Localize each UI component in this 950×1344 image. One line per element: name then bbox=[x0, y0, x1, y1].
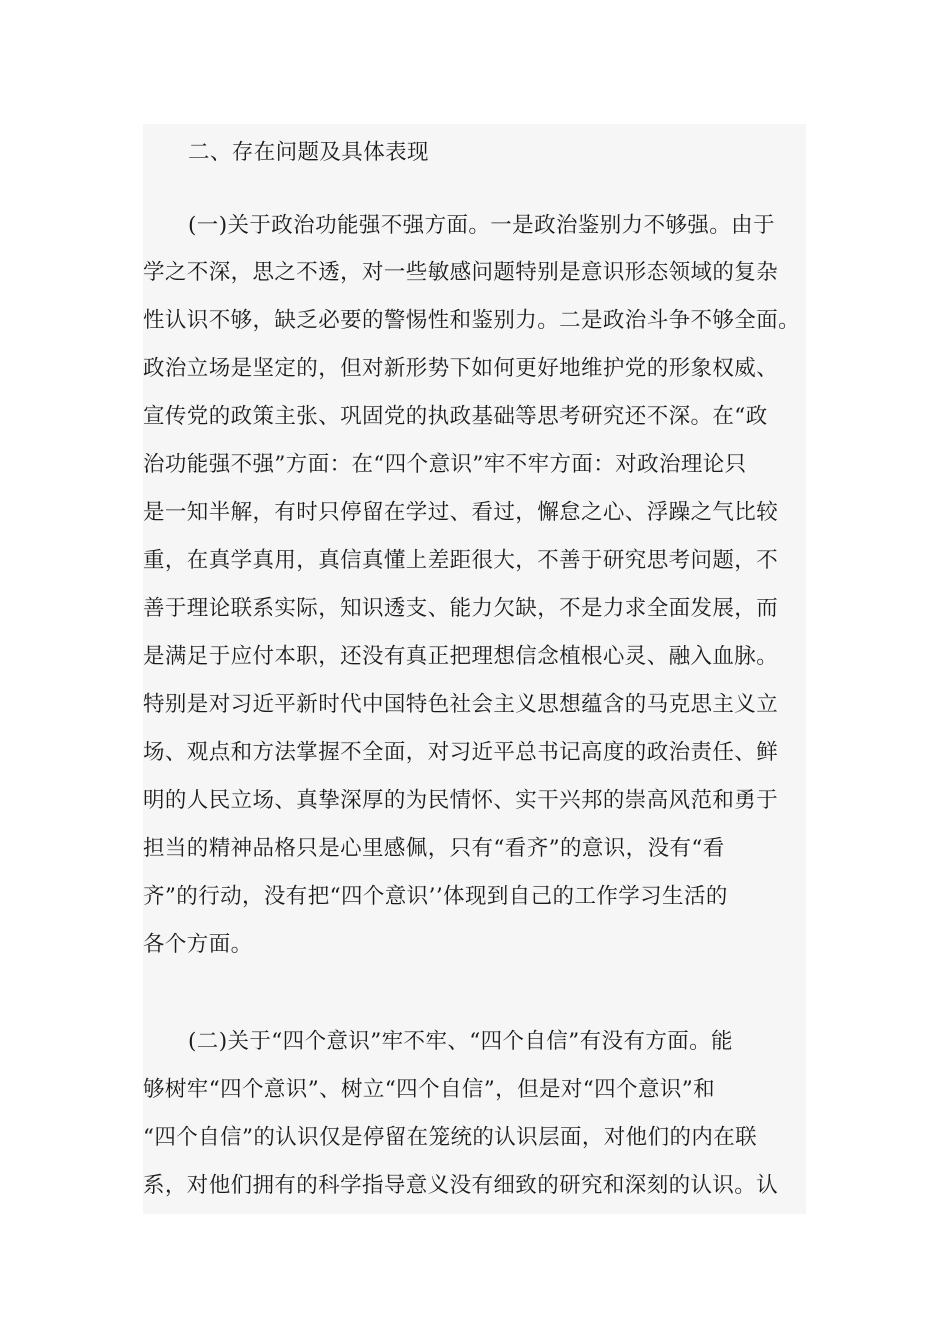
section-heading: 二、存在问题及具体表现 bbox=[188, 140, 429, 165]
paragraph-2-line: (二)关于“四个意识”牢不牢、“四个自信”有没有方面。能 bbox=[188, 1029, 733, 1054]
paragraph-2-line: “四个自信”的认识仅是停留在笼统的认识层面，对他们的内在联 bbox=[143, 1125, 758, 1150]
paragraph-1-line: (一)关于政治功能强不强方面。一是政治鉴别力不够强。由于 bbox=[188, 213, 775, 238]
paragraph-1-line: 善于理论联系实际，知识透支、能力欠缺，不是力求全面发展，而 bbox=[143, 596, 779, 621]
paragraph-1-line: 学之不深，思之不透，对一些敏感问题特别是意识形态领域的复杂 bbox=[143, 260, 779, 285]
paragraph-1-line: 齐”的行动，没有把“四个意识’’体现到自己的工作学习生活的 bbox=[143, 884, 728, 909]
paragraph-1-line: 场、观点和方法掌握不全面，对习近平总书记高度的政治责任、鲜 bbox=[143, 740, 779, 765]
paragraph-1-line: 政治立场是坚定的，但对新形势下如何更好地维护党的形象权威、 bbox=[143, 356, 779, 381]
paragraph-1-line: 明的人民立场、真挚深厚的为民情怀、实干兴邦的崇高风范和勇于 bbox=[143, 788, 779, 813]
paragraph-1-line: 性认识不够，缺乏必要的警惕性和鉴别力。二是政治斗争不够全面。 bbox=[143, 308, 801, 333]
paragraph-2-line: 系，对他们拥有的科学指导意义没有细致的研究和深刻的认识。认 bbox=[143, 1173, 779, 1198]
paragraph-1-line: 是一知半解，有时只停留在学过、看过，懈怠之心、浮躁之气比较 bbox=[143, 500, 779, 525]
paragraph-1-line: 特别是对习近平新时代中国特色社会主义思想蕴含的马克思主义立 bbox=[143, 692, 779, 717]
paragraph-1-line: 重，在真学真用，真信真懂上差距很大，不善于研究思考问题，不 bbox=[143, 548, 779, 573]
paragraph-1-line: 宣传党的政策主张、巩固党的执政基础等思考研究还不深。在“政 bbox=[143, 404, 768, 429]
paragraph-2-line: 够树牢“四个意识”、树立“四个自信”，但是对“四个意识”和 bbox=[143, 1077, 716, 1102]
paragraph-1-line: 是满足于应付本职，还没有真正把理想信念植根心灵、融入血脉。 bbox=[143, 644, 779, 669]
paragraph-1-line: 治功能强不强”方面：在“四个意识”牢不牢方面：对政治理论只 bbox=[143, 452, 747, 477]
paragraph-1-line: 各个方面。 bbox=[143, 932, 253, 957]
paragraph-1-line: 担当的精神品格只是心里感佩，只有“看齐”的意识，没有“看 bbox=[143, 836, 725, 861]
